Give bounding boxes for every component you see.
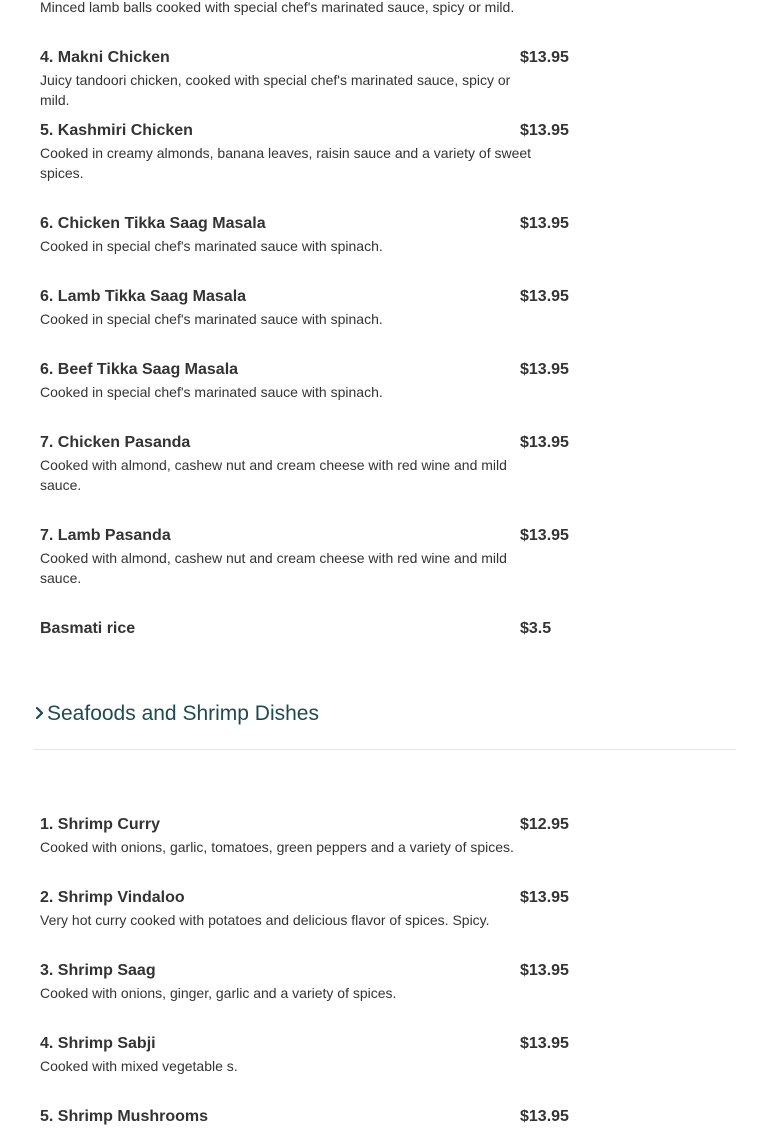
item-title: 7. Lamb Pasanda: [40, 527, 171, 544]
item-title: 1. Shrimp Curry: [40, 816, 161, 833]
item-price: $3.5: [520, 620, 552, 637]
item-title: 5. Shrimp Mushrooms: [40, 1108, 209, 1125]
item-title: 6. Lamb Tikka Saag Masala: [40, 288, 247, 305]
item-description: Cooked in special chef's marinated sauce with spinach.: [40, 384, 383, 400]
item-description: Cooked in special chef's marinated sauce with spinach.: [40, 238, 383, 254]
item-price: $13.95: [520, 122, 569, 139]
item-price: $13.95: [520, 434, 569, 451]
item-description: Cooked with almond, cashew nut and cream cheese with red wine and mild sauce.: [40, 550, 507, 586]
item-price: $13.95: [520, 962, 569, 979]
item-price: $13.95: [520, 527, 569, 544]
section-header-seafoods[interactable]: [34, 698, 736, 750]
item-description: Minced lamb balls cooked with special chef's marinated sauce, spicy or mild.: [40, 0, 515, 15]
item-price: $12.95: [520, 816, 569, 833]
item-title: 3. Shrimp Saag: [40, 962, 156, 979]
item-price: $13.95: [520, 1035, 569, 1052]
item-description: Cooked with almond, cashew nut and cream cheese with red wine and mild sauce.: [40, 457, 507, 493]
item-price: $13.95: [520, 215, 569, 232]
item-description: Cooked in creamy almonds, banana leaves, raisin sauce and a variety of sweet spices.: [40, 145, 532, 181]
item-price: $13.95: [520, 1108, 569, 1125]
item-price: $13.95: [520, 361, 569, 378]
item-description: Very hot curry cooked with potatoes and delicious flavor of spices. Spicy.: [40, 912, 490, 928]
item-title: 5. Kashmiri Chicken: [40, 122, 193, 139]
item-description: Juicy tandoori chicken, cooked with special chef's marinated sauce, spicy or mild.: [40, 72, 511, 108]
item-description: Cooked with onions, garlic, tomatoes, green peppers and a variety of spices.: [40, 839, 514, 855]
item-title: 6. Chicken Tikka Saag Masala: [40, 215, 266, 232]
item-title: 6. Beef Tikka Saag Masala: [40, 361, 239, 378]
item-price: $13.95: [520, 288, 569, 305]
item-price: $13.95: [520, 49, 569, 66]
item-title: 7. Chicken Pasanda: [40, 434, 191, 451]
item-title: 2. Shrimp Vindaloo: [40, 889, 185, 906]
item-price: $13.95: [520, 889, 569, 906]
item-description: Cooked with mixed vegetable s.: [40, 1058, 238, 1074]
item-title: 4. Makni Chicken: [40, 49, 170, 66]
item-description: Cooked with onions, ginger, garlic and a variety of spices.: [40, 985, 397, 1001]
chevron-right-icon: [34, 704, 46, 722]
item-title: Basmati rice: [40, 620, 136, 637]
item-description: Cooked in special chef's marinated sauce with spinach.: [40, 311, 383, 327]
item-title: 4. Shrimp Sabji: [40, 1035, 156, 1052]
section-title: Seafoods and Shrimp Dishes: [47, 702, 319, 725]
